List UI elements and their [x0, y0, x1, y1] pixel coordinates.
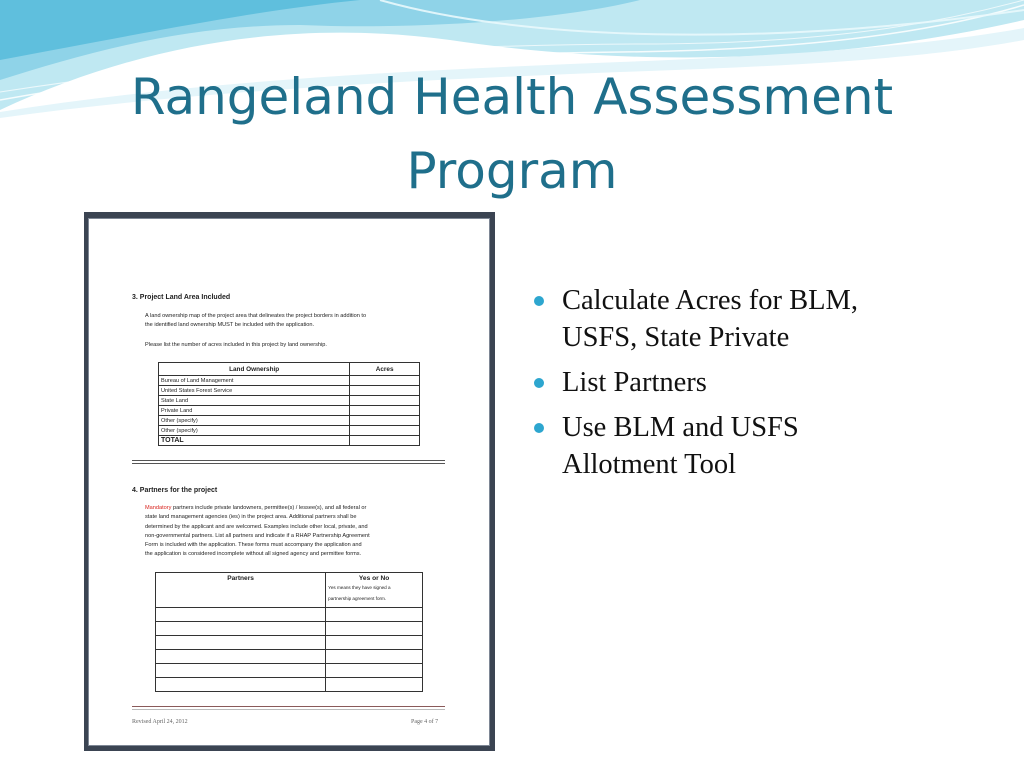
yes-or-no-note: Yes means they have signed a partnership agreement form.: [328, 585, 391, 601]
section-divider: [132, 460, 445, 461]
land-ownership-table: [158, 362, 420, 446]
bullet-text: Use BLM and USFS Allotment Tool: [562, 412, 799, 480]
yes-no-cell: [326, 608, 423, 622]
table-header-acres: Acres: [350, 363, 420, 376]
section-4-paragraph-line: Form is included with the application. These forms must accompany the application and: [145, 542, 362, 549]
section-4-paragraph-line: non-governmental partners. List all partners and indicate if a RHAP Partnership Agreement: [145, 532, 370, 539]
land-type-cell: Other (specify): [159, 426, 350, 436]
partner-cell: [156, 636, 326, 650]
table-row: [159, 386, 420, 396]
document-screenshot: [84, 212, 495, 751]
section-4-paragraph-line: Mandatory partners include private landowners, permittee(s) / lessee(s), and all federal or: [145, 505, 367, 511]
table-row: [156, 650, 423, 664]
acres-cell: [350, 376, 420, 386]
table-row: [159, 396, 420, 406]
land-type-cell: United States Forest Service: [159, 386, 350, 396]
table-row: [156, 678, 423, 692]
footer-page-number: Page 4 of 7: [411, 719, 439, 725]
section-3-paragraph-line: the identified land ownership MUST be included with the application.: [145, 322, 315, 329]
yes-no-cell: [326, 636, 423, 650]
partner-cell: [156, 678, 326, 692]
section-4-heading: 4. Partners for the project: [132, 487, 218, 494]
acres-cell: [350, 416, 420, 426]
section-3-paragraph-line: A land ownership map of the project area that delineates the project borders in addition to: [145, 313, 367, 319]
section-3-heading: 3. Project Land Area Included: [132, 294, 231, 301]
section-4-paragraph: [145, 504, 370, 560]
partner-cell: [156, 608, 326, 622]
yes-no-cell: [326, 664, 423, 678]
table-header-row: [159, 363, 420, 376]
table-row: [159, 376, 420, 386]
section-4-paragraph-line: state land management agencies (ies) in the project area. Additional partners shall be: [145, 514, 357, 521]
slide-title-line-2: Program: [406, 142, 618, 200]
partner-cell: [156, 664, 326, 678]
document-page: [88, 218, 490, 746]
footer-revised-date: Revised April 24, 2012: [132, 719, 188, 725]
table-header-yes-or-no: [326, 573, 423, 608]
yes-or-no-label: Yes or No: [358, 575, 390, 582]
total-label-cell: TOTAL: [159, 436, 350, 446]
table-row: [156, 664, 423, 678]
bullet-dot-icon: [534, 423, 544, 433]
table-row: [156, 622, 423, 636]
slide-title-line-1: Rangeland Health Assessment: [130, 68, 894, 126]
land-type-cell: Bureau of Land Management: [159, 376, 350, 386]
land-type-cell: Other (specify): [159, 416, 350, 426]
partners-table: [155, 572, 423, 692]
section-3-paragraph: [145, 312, 366, 331]
yes-no-cell: [326, 622, 423, 636]
land-type-cell: State Land: [159, 396, 350, 406]
bullet-item: [534, 282, 914, 356]
table-row: [159, 416, 420, 426]
section-divider: [132, 463, 445, 464]
table-row: [156, 636, 423, 650]
section-3-instruction: Please list the number of acres included in this project by land ownership.: [145, 342, 327, 348]
bullet-list: [534, 282, 914, 491]
table-row: [159, 426, 420, 436]
table-header-land-ownership: Land Ownership: [159, 363, 350, 376]
yes-no-cell: [326, 678, 423, 692]
acres-cell: [350, 396, 420, 406]
table-total-row: [159, 436, 420, 446]
footer-divider: [132, 709, 445, 710]
table-row: [159, 406, 420, 416]
mandatory-label: Mandatory: [145, 505, 172, 511]
table-header-partners: Partners: [156, 573, 326, 608]
partner-cell: [156, 622, 326, 636]
bullet-text: Calculate Acres for BLM, USFS, State Private: [562, 285, 858, 353]
bullet-text: List Partners: [562, 367, 707, 398]
bullet-dot-icon: [534, 378, 544, 388]
acres-cell: [350, 426, 420, 436]
table-row: [156, 608, 423, 622]
yes-no-cell: [326, 650, 423, 664]
total-acres-cell: [350, 436, 420, 446]
bullet-dot-icon: [534, 296, 544, 306]
slide-title: [0, 60, 1024, 208]
land-type-cell: Private Land: [159, 406, 350, 416]
partner-cell: [156, 650, 326, 664]
acres-cell: [350, 406, 420, 416]
section-4-paragraph-line: determined by the applicant and are welcomed. Examples include other local, private, and: [145, 523, 368, 530]
bullet-item: [534, 409, 914, 483]
acres-cell: [350, 386, 420, 396]
bullet-item: [534, 364, 914, 401]
section-4-paragraph-line: the application is considered incomplete without all signed agency and permittee forms.: [145, 551, 362, 558]
table-header-row: [156, 573, 423, 608]
footer-divider: [132, 706, 445, 707]
